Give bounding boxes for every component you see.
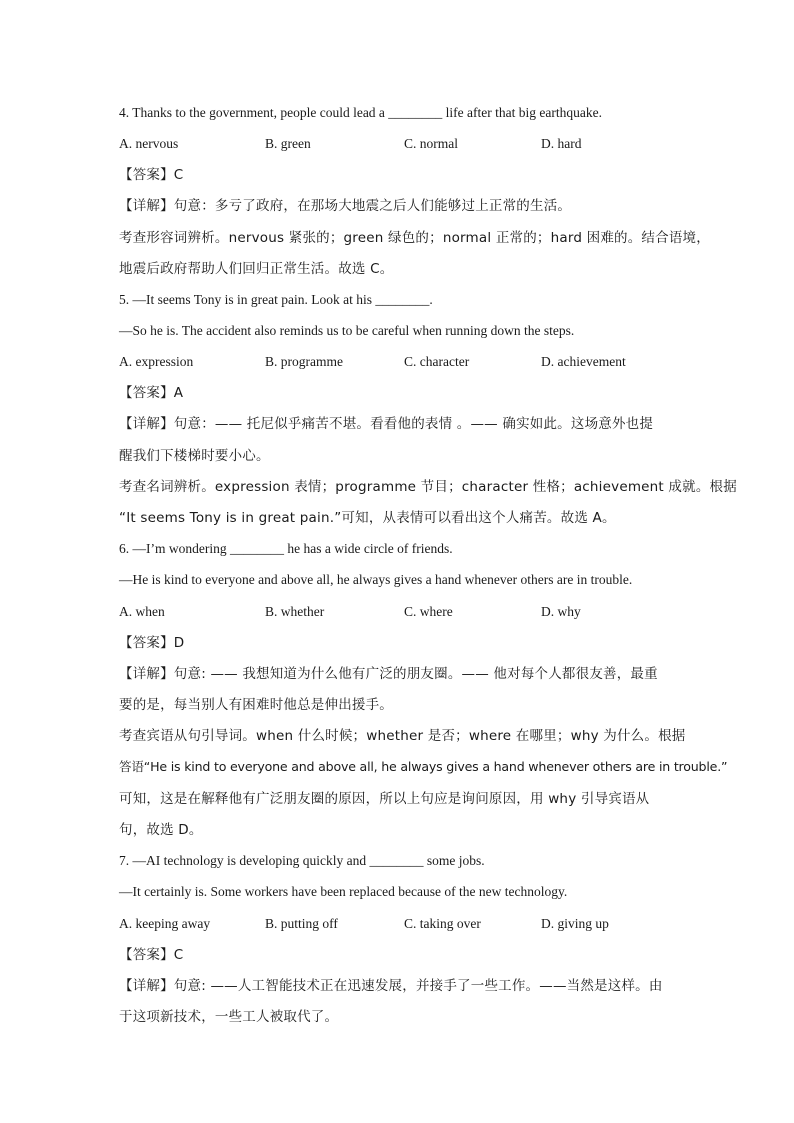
question-6-explanation: 考查宾语从句引导词。when 什么时候；whether 是否；where 在哪里；why 为什么。根据	[119, 728, 686, 744]
question-4-answer: 【答案】C	[119, 167, 184, 183]
option-a: A. expression	[119, 354, 194, 369]
question-6-answer: 【答案】D	[119, 635, 185, 651]
question-4-options	[119, 134, 679, 154]
question-5-explanation: “It seems Tony is in great pain.”可知，从表情可以看出这个人痛苦。故选 A。	[119, 510, 616, 526]
option-d: D. why	[541, 604, 581, 619]
option-b: B. whether	[265, 604, 325, 619]
option-a: A. keeping away	[119, 916, 211, 931]
question-6-explanation: 要的是，每当别人有困难时他总是伸出援手。	[119, 697, 393, 713]
option-d: D. hard	[541, 136, 582, 151]
question-5-options	[119, 352, 679, 372]
question-7-answer: 【答案】C	[119, 947, 184, 963]
question-7-stem: 7. —AI technology is developing quickly and ________ some jobs.	[119, 853, 485, 868]
option-d: D. giving up	[541, 916, 609, 931]
question-5-explanation: 醒我们下楼梯时要小心。	[119, 448, 270, 464]
question-4-explanation: 考查形容词辨析。nervous 紧张的；green 绿色的；normal 正常的；hard 困难的。结合语境，	[119, 230, 710, 246]
question-4-stem: 4. Thanks to the government, people could lead a ________ life after that big earthquake.	[119, 105, 602, 120]
option-c: C. normal	[404, 136, 458, 151]
question-6-explanation: 【详解】句意: —— 我想知道为什么他有广泛的朋友圈。—— 他对每个人都很友善，最重	[119, 666, 658, 682]
question-6-stem: 6. —I’m wondering ________ he has a wide circle of friends.	[119, 541, 453, 556]
question-5-stem: 5. —It seems Tony is in great pain. Look at his ________.	[119, 292, 433, 307]
option-d: D. achievement	[541, 354, 626, 369]
question-5-answer: 【答案】A	[119, 385, 184, 401]
question-7-options	[119, 914, 679, 934]
question-6-explanation: 可知，这是在解释他有广泛朋友圈的原因，所以上句应是询问原因，用 why 引导宾语从	[119, 791, 650, 807]
question-6-explanation: 句，故选 D。	[119, 822, 203, 838]
option-a: A. nervous	[119, 136, 179, 151]
question-6-reply: —He is kind to everyone and above all, he always gives a hand whenever others are in trouble.	[119, 572, 633, 587]
question-5-reply: —So he is. The accident also reminds us to be careful when running down the steps.	[119, 323, 575, 338]
option-b: B. programme	[265, 354, 343, 369]
option-a: A. when	[119, 604, 165, 619]
option-c: C. character	[404, 354, 470, 369]
option-b: B. green	[265, 136, 311, 151]
question-7-reply: —It certainly is. Some workers have been replaced because of the new technology.	[119, 884, 568, 899]
option-b: B. putting off	[265, 916, 338, 931]
question-4-explanation: 【详解】句意：多亏了政府，在那场大地震之后人们能够过上正常的生活。	[119, 198, 572, 214]
question-5-explanation: 考查名词辨析。expression 表情；programme 节目；character 性格；achievement 成就。根据	[119, 479, 737, 495]
option-c: C. where	[404, 604, 453, 619]
option-c: C. taking over	[404, 916, 481, 931]
question-7-explanation: 【详解】句意: ——人工智能技术正在迅速发展，并接手了一些工作。——当然是这样。由	[119, 978, 663, 994]
question-7-explanation: 于这项新技术，一些工人被取代了。	[119, 1009, 339, 1025]
question-5-explanation: 【详解】句意：—— 托尼似乎痛苦不堪。看看他的表情 。—— 确实如此。这场意外也提	[119, 416, 654, 432]
question-6-explanation: 答语“He is kind to everyone and above all, he always gives a hand whenever others are in trouble.”	[119, 759, 728, 774]
question-6-options	[119, 602, 679, 622]
question-4-explanation: 地震后政府帮助人们回归正常生活。故选 C。	[119, 261, 394, 277]
